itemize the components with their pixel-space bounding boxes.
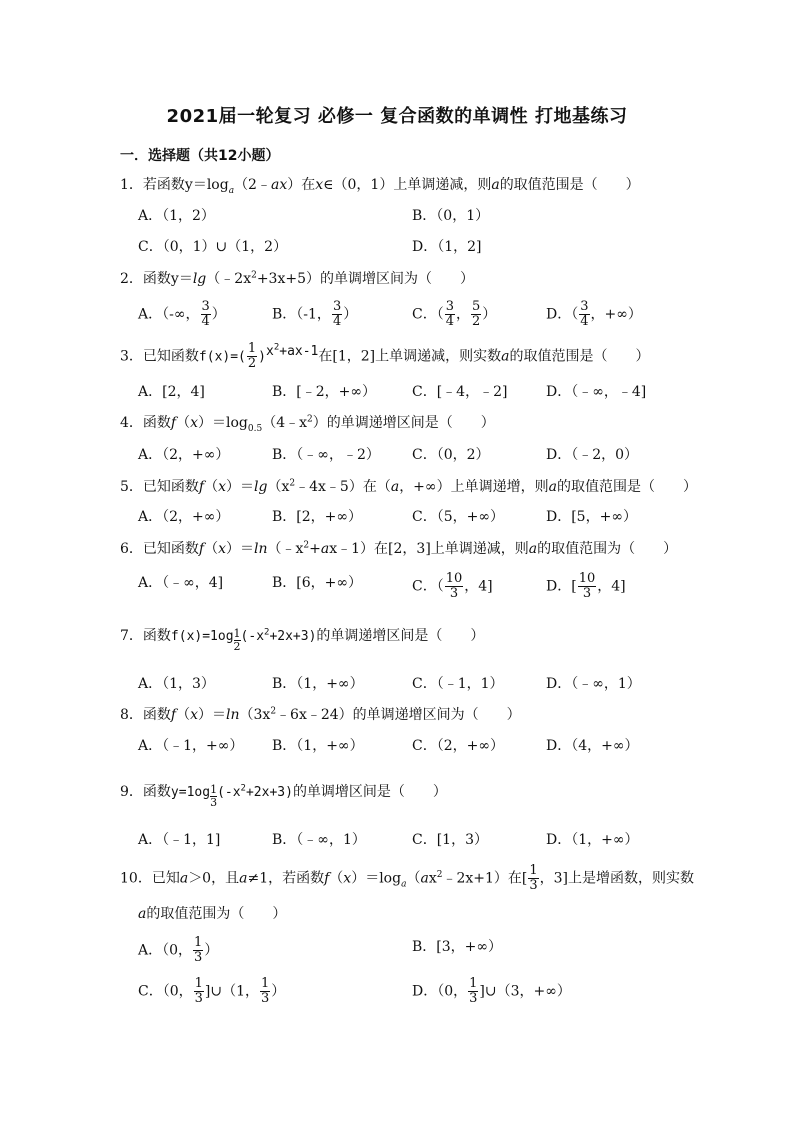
question-9: 9．函数y=1og $\frac{1}{3}$ $(-x^2+2x+3)$的单调增区间是（ ） [120,783,447,809]
q3-option-d: D．（﹣∞，﹣4] [546,384,647,400]
q1-option-c: C．（0，1）∪（1，2） [138,239,288,255]
q7-option-a: A．（1，3） [138,676,215,692]
q6-option-a: A．（﹣∞，4] [138,575,224,591]
question-10-continued: a的取值范围为（ ） [138,906,287,922]
question-4: 4．函数$f(x)=\log_{0.5}(4﹣x^2)$的单调递增区间是（ ） [120,414,495,434]
q3-option-c: C．[﹣4，﹣2] [412,384,508,400]
q1-option-b: B．（0，1） [412,208,490,224]
question-10: 10．已知a＞0，且a≠1，若函数$f(x)=\log_a(ax^2﹣2x+1)$在[ $\frac{1}{3}$ ，3]上是增函数，则实数 [120,863,695,893]
q8-option-d: D．（4，+∞） [546,738,639,754]
q9-option-a: A．（﹣1，1] [138,832,221,848]
q3-option-a: A．[2，4] [138,384,205,400]
q4-option-d: D．（﹣2，0） [546,447,639,463]
q10-option-a: A．（0， $\frac{1}{3}$ ） [138,935,219,965]
q4-option-a: A．（2，+∞） [138,447,230,463]
q5-option-a: A．（2，+∞） [138,509,230,525]
document-title: 2021届一轮复习 必修一 复合函数的单调性 打地基练习 [166,106,628,127]
section-heading: 一．选择题（共12小题） [120,148,280,164]
q9-option-c: C．[1，3） [412,832,488,848]
q6-option-b: B．[6，+∞） [272,575,363,591]
q2-option-a: A．（-∞， $\frac{3}{4}$ ） [138,299,226,329]
q2-option-d: D．（ $\frac{3}{4}$ ，+∞） [546,299,642,329]
q1-option-a: A．（1，2） [138,208,215,224]
q6-option-c: C．（ $\frac{10}{3}$ ，4] [412,571,493,601]
q7-option-d: D．（﹣∞，1） [546,676,641,692]
q9-option-b: B．（﹣∞，1） [272,832,366,848]
q4-option-b: B．（﹣∞，﹣2） [272,447,380,463]
q10-option-d: D．（0， $\frac{1}{3}$ ]∪（3，+∞） [412,976,571,1006]
q4-option-c: C．（0，2） [412,447,490,463]
q5-option-c: C．（5，+∞） [412,509,505,525]
q8-option-b: B．（1，+∞） [272,738,364,754]
q7-option-c: C．（﹣1，1） [412,676,504,692]
question-7: 7．函数f(x)=1og $\frac{1}{2}$ $(-x^2+2x+3)$的单调递增区间是（ ） [120,627,485,653]
question-2: 2．函数$y=\lg(﹣2x^2+3x+5)$的单调增区间为（ ） [120,270,474,287]
question-1: 1．若函数$y=\log_a(2﹣ax)$在x∈（0，1）上单调递减，则a的取值范围是（ ） [120,177,640,196]
q10-option-b: B．[3，+∞） [412,939,503,955]
q7-option-b: B．（1，+∞） [272,676,364,692]
q2-option-c: C．（ $\frac{3}{4}$ ， $\frac{5}{2}$ ） [412,299,497,329]
q1-option-d: D．（1，2] [412,239,482,255]
question-5: 5．已知函数$f(x)=\lg(x^2﹣4x﹣5)$在（a，+∞）上单调递增，则a的取值范围是（ ） [120,478,697,495]
q2-option-b: B．（-1， $\frac{3}{4}$ ） [272,299,358,329]
question-6: 6．已知函数$f(x)=\ln(﹣x^2+ax﹣1)$在[2，3]上单调递减，则a的取值范围为（ ） [120,540,678,557]
q5-option-b: B．[2，+∞） [272,509,363,525]
q5-option-d: D．[5，+∞） [546,509,637,525]
q8-option-a: A．（﹣1，+∞） [138,738,244,754]
q8-option-c: C．（2，+∞） [412,738,505,754]
q6-option-d: D．[ $\frac{10}{3}$ ，4] [546,571,626,601]
question-3: 3．已知函数f(x)=( $\frac{1}{2}$ )$^{x^2+ax-1}$在[1，2]上单调递减，则实数a的取值范围是（ ） [120,341,650,371]
question-8: 8．函数$f(x)=\ln(3x^2﹣6x﹣24)$的单调递增区间为（ ） [120,706,521,723]
q3-option-b: B．[﹣2，+∞） [272,384,377,400]
q10-option-c: C．（0， $\frac{1}{3}$ ]∪（1， $\frac{1}{3}$ ） [138,976,286,1006]
q9-option-d: D．（1，+∞） [546,832,639,848]
